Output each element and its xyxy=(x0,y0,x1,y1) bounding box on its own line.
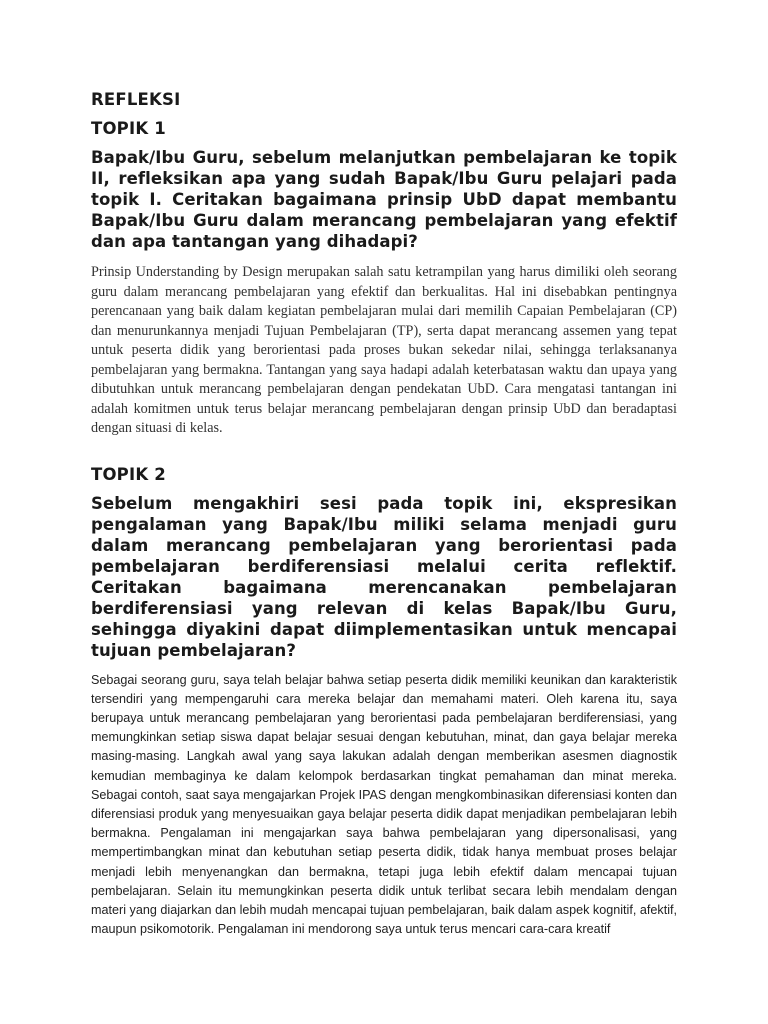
document-page xyxy=(91,90,677,939)
topic-2-question: Sebelum mengakhiri sesi pada topik ini, ekspresikan pengalaman yang Bapak/Ibu miliki selama menjadi guru dalam merancang pembelajaran yang berorientasi pada pembelajaran berdiferensiasi melalui cerita reflektif. Ceritakan bagaimana merencanakan pembelajaran berdiferensiasi yang relevan di kelas Bapak/Ibu Guru, sehingga diyakini dapat diimplementasikan untuk mencapai tujuan pembelajaran? xyxy=(91,493,677,660)
topic-1-heading: TOPIK 1 xyxy=(91,119,166,138)
topic-1-answer: Prinsip Understanding by Design merupakan salah satu ketrampilan yang harus dimiliki oleh seorang guru dalam merancang pembelajaran yang efektif dan berkualitas. Hal ini disebabkan pentingnya perencanaan yang baik dalam kegiatan pembelajaran mulai dari memilih Capaian Pembelajaran (CP) dan menurunkannya menjadi Tujuan Pembelajaran (TP), serta dapat merancang assemen yang tepat untuk peserta didik yang berorientasi pada proses bukan sekedar nilai, sehingga terlaksananya pembelajaran yang bermakna. Tantangan yang saya hadapi adalah keterbatasan waktu dan upaya yang dibutuhkan untuk merancang pembelajaran dengan pendekatan UbD. Cara mengatasi tantangan ini adalah komitmen untuk terus belajar merancang pembelajaran dengan prinsip UbD dan beradaptasi dengan situasi di kelas. xyxy=(91,264,677,436)
document-title: REFLEKSI xyxy=(91,90,181,109)
topic-2-heading: TOPIK 2 xyxy=(91,464,166,484)
topic-2-answer: Sebagai seorang guru, saya telah belajar bahwa setiap peserta didik memiliki keunikan dan karakteristik tersendiri yang mempengaruhi cara mereka belajar dan memahami materi. Oleh karena itu, saya berupaya untuk merancang pembelajaran yang berorientasi pada pembelajaran berdiferensiasi, yang memungkinkan setiap siswa dapat belajar sesuai dengan kebutuhan, minat, dan gaya belajar mereka masing-masing. Langkah awal yang saya lakukan adalah dengan memberikan asesmen diagnostik kemudian membaginya ke dalam kelompok berdasarkan tingkat pemahaman dan minat mereka. Sebagai contoh, saat saya mengajarkan Projek IPAS dengan mengkombinasikan diferensiasi konten dan diferensiasi produk yang menyesuaikan gaya belajar peserta didik dapat menjadikan pembelajaran lebih bermakna. Pengalaman ini mengajarkan saya bahwa pembelajaran yang dipersonalisasi, yang mempertimbangkan minat dan kebutuhan setiap peserta didik, tidak hanya membuat proses belajar menjadi lebih menyenangkan dan bermakna, tetapi juga lebih efektif dalam mencapai tujuan pembelajaran. Selain itu memungkinkan peserta didik untuk terlibat secara lebih mendalam dengan materi yang diajarkan dan lebih mudah mencapai tujuan pembelajaran, baik dalam aspek kognitif, afektif, maupun psikomotorik. Pengalaman ini mendorong saya untuk terus mencari cara-cara kreatif xyxy=(91,672,677,937)
topic-1-question: Bapak/Ibu Guru, sebelum melanjutkan pembelajaran ke topik II, refleksikan apa yang sudah Bapak/Ibu Guru pelajari pada topik I. Ceritakan bagaimana prinsip UbD dapat membantu Bapak/Ibu Guru dalam merancang pembelajaran yang efektif dan apa tantangan yang dihadapi? xyxy=(91,148,677,251)
